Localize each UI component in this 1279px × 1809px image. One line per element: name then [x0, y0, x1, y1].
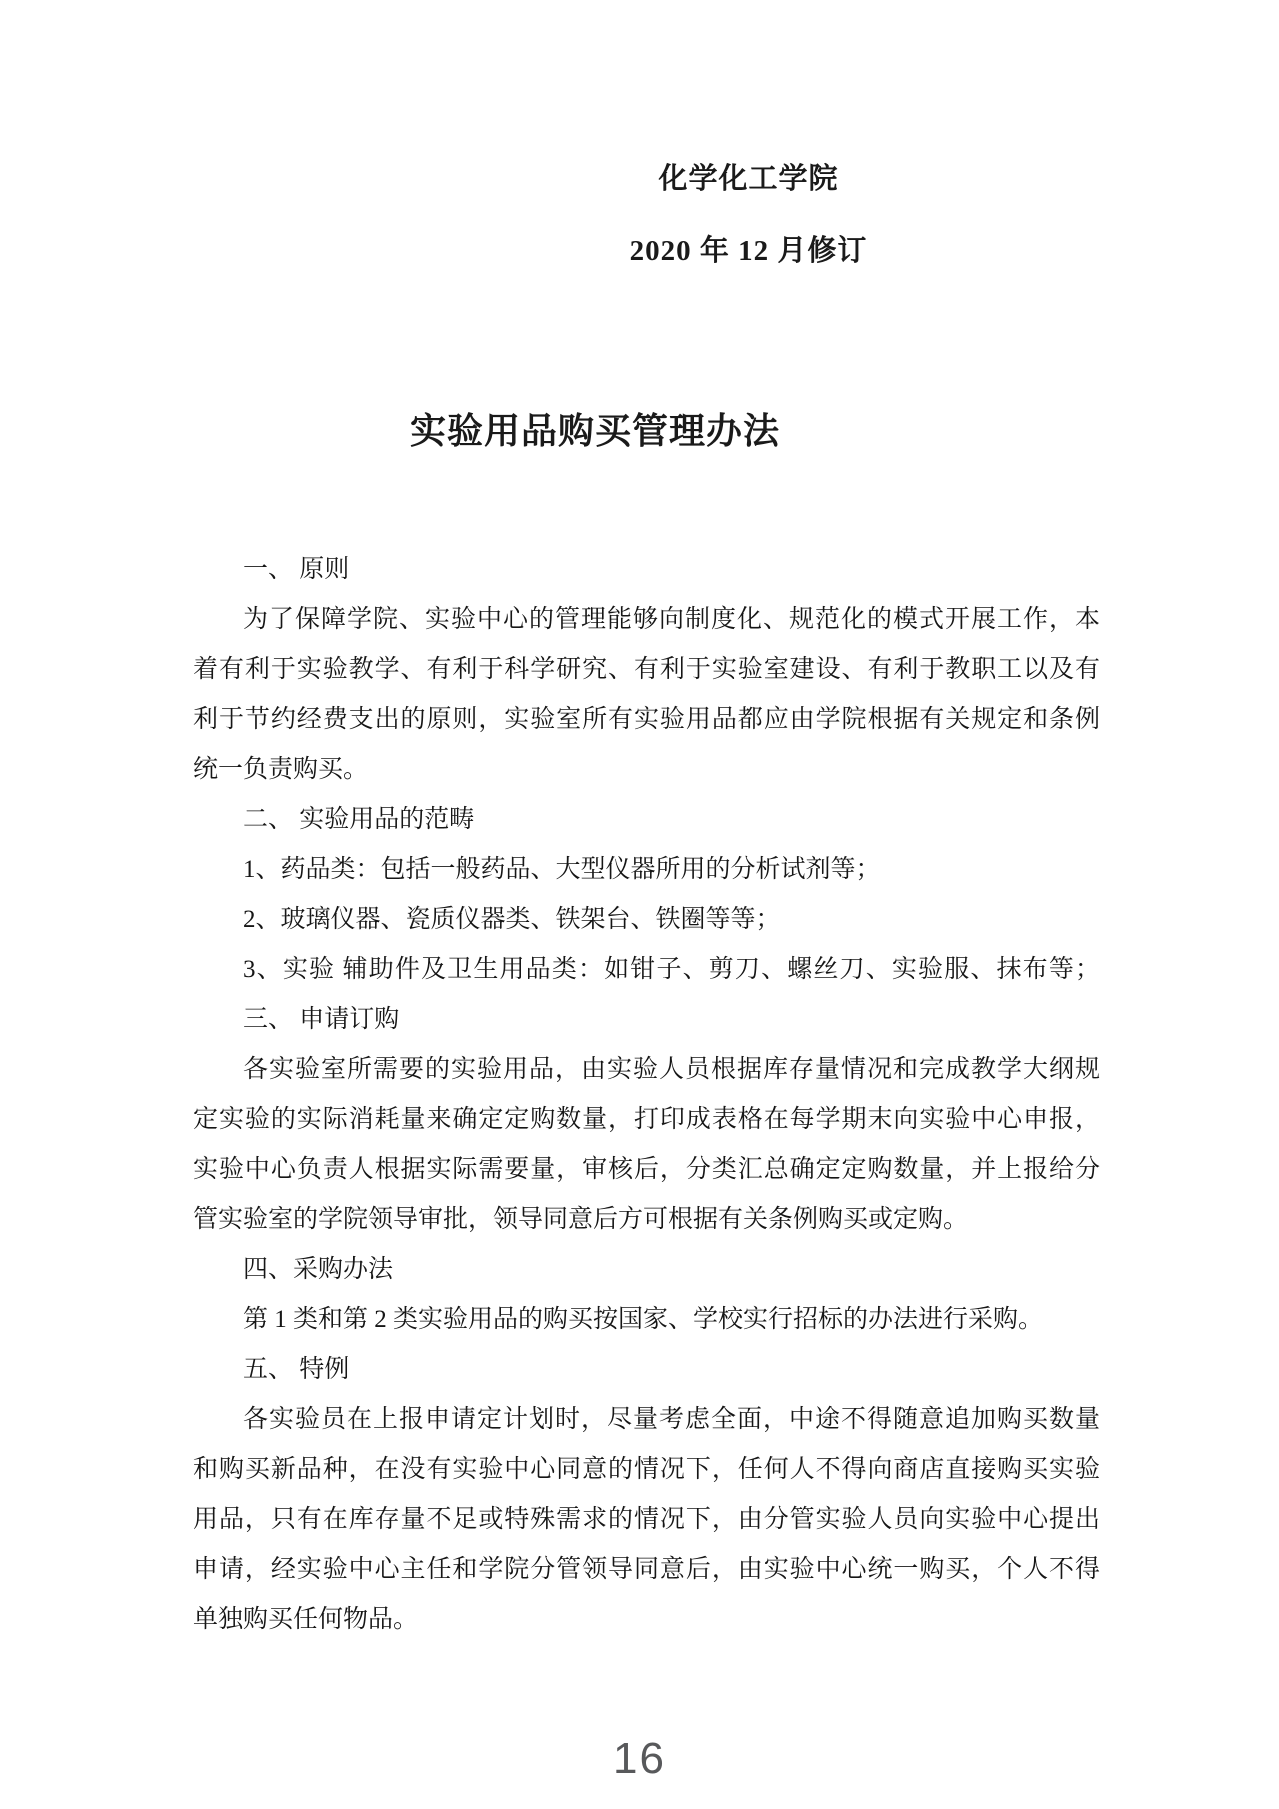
document-title: 实验用品购买管理办法 [409, 411, 780, 451]
body-line: 单独购买任何物品。 [193, 1606, 419, 1633]
body-line: 1、药品类：包括一般药品、大型仪器所用的分析试剂等； [243, 856, 881, 883]
body-line: 二、 实验用品的范畴 [243, 806, 475, 833]
body-line: 统一负责购买。 [193, 756, 369, 783]
page-number: 16 [613, 1734, 666, 1783]
body-line: 3、实验 辅助件及卫生用品类：如钳子、剪刀、螺丝刀、实验服、抹布等； [243, 956, 1100, 983]
body-line: 四、采购办法 [243, 1256, 394, 1283]
body-line: 管实验室的学院领导审批，领导同意后方可根据有关条例购买或定购。 [193, 1206, 969, 1233]
body-line: 各实验员在上报申请定计划时，尽量考虑全面，中途不得随意追加购买数量 [243, 1406, 1100, 1433]
body-line: 第 1 类和第 2 类实验用品的购买按国家、学校实行招标的办法进行采购。 [243, 1306, 1044, 1333]
body-line: 申请，经实验中心主任和学院分管领导同意后，由实验中心统一购买，个人不得 [193, 1556, 1100, 1583]
body-line: 五、 特例 [243, 1356, 350, 1383]
document-body [193, 545, 1100, 1645]
body-line: 用品，只有在库存量不足或特殊需求的情况下，由分管实验人员向实验中心提出 [193, 1506, 1100, 1533]
body-line: 各实验室所需要的实验用品，由实验人员根据库存量情况和完成教学大纲规 [243, 1056, 1100, 1083]
revision-date: 2020 年 12 月修订 [629, 235, 868, 267]
body-line: 为了保障学院、实验中心的管理能够向制度化、规范化的模式开展工作，本 [243, 606, 1100, 633]
body-line: 着有利于实验教学、有利于科学研究、有利于实验室建设、有利于教职工以及有 [193, 656, 1100, 683]
body-line: 一、 原则 [243, 556, 350, 583]
body-line: 2、玻璃仪器、瓷质仪器类、铁架台、铁圈等等； [243, 906, 781, 933]
body-line: 定实验的实际消耗量来确定定购数量，打印成表格在每学期末向实验中心申报， [193, 1106, 1100, 1133]
body-line: 实验中心负责人根据实际需要量，审核后，分类汇总确定定购数量，并上报给分 [193, 1156, 1100, 1183]
body-line: 利于节约经费支出的原则，实验室所有实验用品都应由学院根据有关规定和条例 [193, 706, 1100, 733]
body-line: 三、 申请订购 [243, 1006, 400, 1033]
body-line: 和购买新品种，在没有实验中心同意的情况下，任何人不得向商店直接购买实验 [193, 1456, 1100, 1483]
department-name: 化学化工学院 [658, 163, 839, 195]
